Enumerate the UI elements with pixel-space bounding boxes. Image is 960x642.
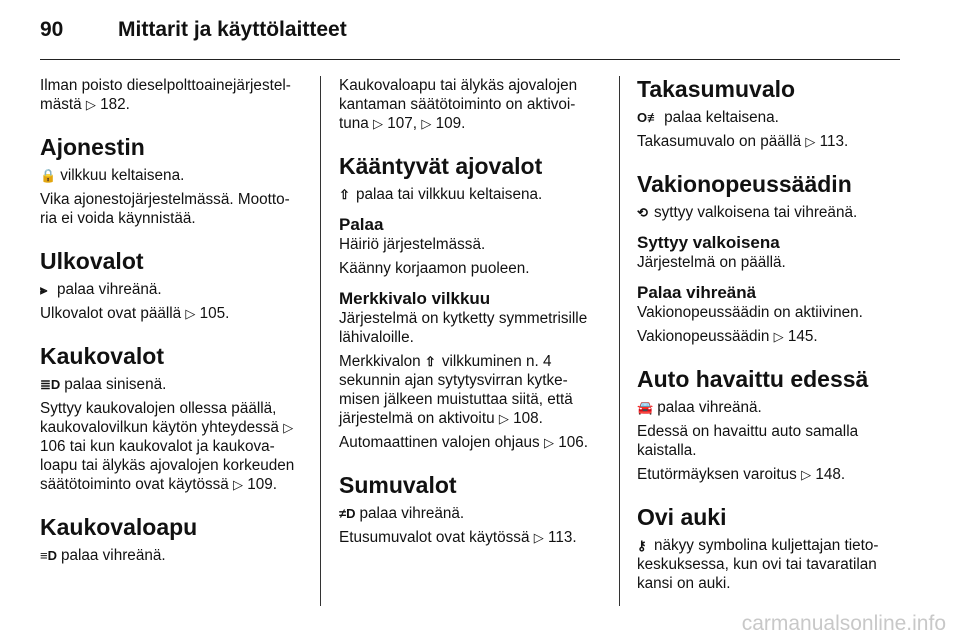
door-open-icon: ⚷ <box>637 538 647 553</box>
status-kaukovaloapu: ≡D palaa vihreänä. <box>40 547 166 564</box>
status-auto-havaittu: 🚘 palaa vihreänä. <box>637 399 762 416</box>
status-takasumuvalo: O≢ palaa keltaisena. <box>637 109 779 126</box>
palaa-p2: Käänny korjaamon puoleen. <box>339 260 530 277</box>
fog-light-icon: ≠D <box>339 506 356 521</box>
heading-auto-havaittu-edessa: Auto havaittu edessä <box>637 366 869 392</box>
subheading-merkkivalo-vilkkuu: Merkkivalo vilkkuu <box>339 289 491 308</box>
page-reference-link[interactable]: 109. <box>247 476 278 493</box>
heading-ovi-auki: Ovi auki <box>637 504 727 530</box>
subheading-syttyy-valkoisena: Syttyy valkoisena <box>637 233 780 252</box>
reference-arrow-icon: ▷ <box>805 134 816 149</box>
heading-kaantyvat-ajovalot: Kääntyvät ajovalot <box>339 153 543 179</box>
reference-arrow-icon: ▷ <box>498 411 509 426</box>
reference-arrow-icon: ▷ <box>801 467 812 482</box>
auto-p1: Edessä on havaittu auto samalla kaistalla. <box>637 423 859 459</box>
adaptive-beam-icon: ≡D <box>40 548 57 563</box>
column-divider-2 <box>619 76 620 606</box>
side-lights-icon: ⫸ <box>40 282 48 297</box>
merkkivalo-p2: Merkkivalon ⇧ vilkkuminen n. 4 sekunnin ajan sytytysvirran kytke- misen jälkeen muistuttaa siitä, että järjestelmä on aktivoitu ▷ 108. <box>339 353 573 427</box>
subheading-palaa-vihreana: Palaa vihreänä <box>637 283 757 302</box>
page-reference-link[interactable]: 106 <box>40 438 66 455</box>
turn-signal-icon: ⇧ <box>339 187 350 202</box>
column-divider-1 <box>320 76 321 606</box>
rear-fog-light-icon: O≢ <box>637 110 661 125</box>
vihrea-p1: Vakionopeussäädin on aktiivinen. <box>637 304 863 321</box>
page-reference-link[interactable]: 182. <box>100 96 130 113</box>
turn-signal-icon: ⇧ <box>424 354 436 369</box>
page-reference-link[interactable]: 105. <box>199 305 230 322</box>
syttyy-p1: Järjestelmä on päällä. <box>637 254 786 271</box>
column-3 <box>637 76 907 598</box>
page-number: 90 <box>40 18 64 41</box>
status-kaukovalot: ≣D palaa sinisenä. <box>40 376 167 393</box>
reference-arrow-icon: ▷ <box>421 116 432 131</box>
page-reference-link[interactable]: 145. <box>787 328 818 345</box>
subheading-palaa: Palaa <box>339 215 384 234</box>
reference-arrow-icon: ▷ <box>543 435 554 450</box>
heading-kaukovaloapu: Kaukovaloapu <box>40 514 198 540</box>
heading-takasumuvalo: Takasumuvalo <box>637 76 796 102</box>
status-ovi-auki: ⚷ näkyy symbolina kuljettajan tieto- keskuksessa, kun ovi tai tavaratilan kansi on auki. <box>637 537 879 592</box>
merkkivalo-p3: Automaattinen valojen ohjaus ▷ 106. <box>339 434 588 451</box>
status-ulkovalot: ⫸ palaa vihreänä. <box>40 281 162 298</box>
page-reference-link[interactable]: 113. <box>819 133 849 150</box>
reference-arrow-icon: ▷ <box>85 97 96 112</box>
cruise-control-icon: ⟲ <box>637 205 648 220</box>
car-ahead-icon: 🚘 <box>637 400 654 415</box>
status-ajonestin: 🔒 vilkkuu keltaisena. <box>40 167 185 184</box>
heading-sumuvalot: Sumuvalot <box>339 472 457 498</box>
page-reference-link[interactable]: 113. <box>547 529 577 546</box>
status-vakionopeussaadin: ⟲ syttyy valkoisena tai vihreänä. <box>637 204 858 221</box>
auto-p2: Etutörmäyksen varoitus ▷ 148. <box>637 466 846 483</box>
page-reference-link[interactable]: 106. <box>558 434 588 451</box>
desc-takasumuvalo: Takasumuvalo on päällä ▷ 113. <box>637 133 849 150</box>
status-kaantyvat-ajovalot: ⇧ palaa tai vilkkuu keltaisena. <box>339 186 543 203</box>
desc-sumuvalot: Etusumuvalot ovat käytössä ▷ 113. <box>339 529 577 546</box>
reference-arrow-icon: ▷ <box>185 306 196 321</box>
reference-arrow-icon: ▷ <box>233 477 244 492</box>
palaa-p1: Häiriö järjestelmässä. <box>339 236 486 253</box>
column-1 <box>40 76 305 570</box>
intro-paragraph: Ilman poisto dieselpolttoainejärjestel- mästä ▷ 182. <box>40 77 291 113</box>
page-reference-link[interactable]: 108. <box>513 410 543 427</box>
chapter-title: Mittarit ja käyttölaitteet <box>118 18 347 41</box>
reference-arrow-icon: ▷ <box>283 420 294 435</box>
immobiliser-icon: 🔒 <box>40 168 57 183</box>
heading-ulkovalot: Ulkovalot <box>40 248 144 274</box>
high-beam-icon: ≣D <box>40 377 61 392</box>
reference-arrow-icon: ▷ <box>373 116 384 131</box>
desc-ajonestin: Vika ajonestojärjestelmässä. Mootto- ria ei voida käynnistää. <box>40 191 290 227</box>
watermark: carmanualsonline.info <box>741 612 946 635</box>
heading-ajonestin: Ajonestin <box>40 134 145 160</box>
heading-vakionopeussaadin: Vakionopeussäädin <box>637 171 852 197</box>
reference-arrow-icon: ▷ <box>533 530 544 545</box>
page-reference-link[interactable]: 148. <box>815 466 846 483</box>
status-sumuvalot: ≠D palaa vihreänä. <box>339 505 465 522</box>
header-rule <box>40 59 900 60</box>
merkkivalo-p1: Järjestelmä on kytketty symmetrisille lähivaloille. <box>339 310 588 346</box>
page-reference-link[interactable]: 107, <box>387 115 418 132</box>
heading-kaukovalot: Kaukovalot <box>40 343 164 369</box>
reference-arrow-icon: ▷ <box>773 329 784 344</box>
vihrea-p2: Vakionopeussäädin ▷ 145. <box>637 328 818 345</box>
page-reference-link[interactable]: 109. <box>435 115 466 132</box>
desc-ulkovalot: Ulkovalot ovat päällä ▷ 105. <box>40 305 230 322</box>
intro-paragraph: Kaukovaloapu tai älykäs ajovalojen kantaman säätötoiminto on aktivoi- tuna ▷ 107, ▷ 109. <box>339 77 578 132</box>
desc-kaukovalot: Syttyy kaukovalojen ollessa päällä, kaukovalovilkun käytön yhteydessä ▷ 106 tai kun kaukovalot ja kaukova- loapu tai älykäs ajovalojen korkeuden säätötoiminto ovat käytössä ▷ 109. <box>40 400 295 493</box>
column-2 <box>339 76 607 552</box>
